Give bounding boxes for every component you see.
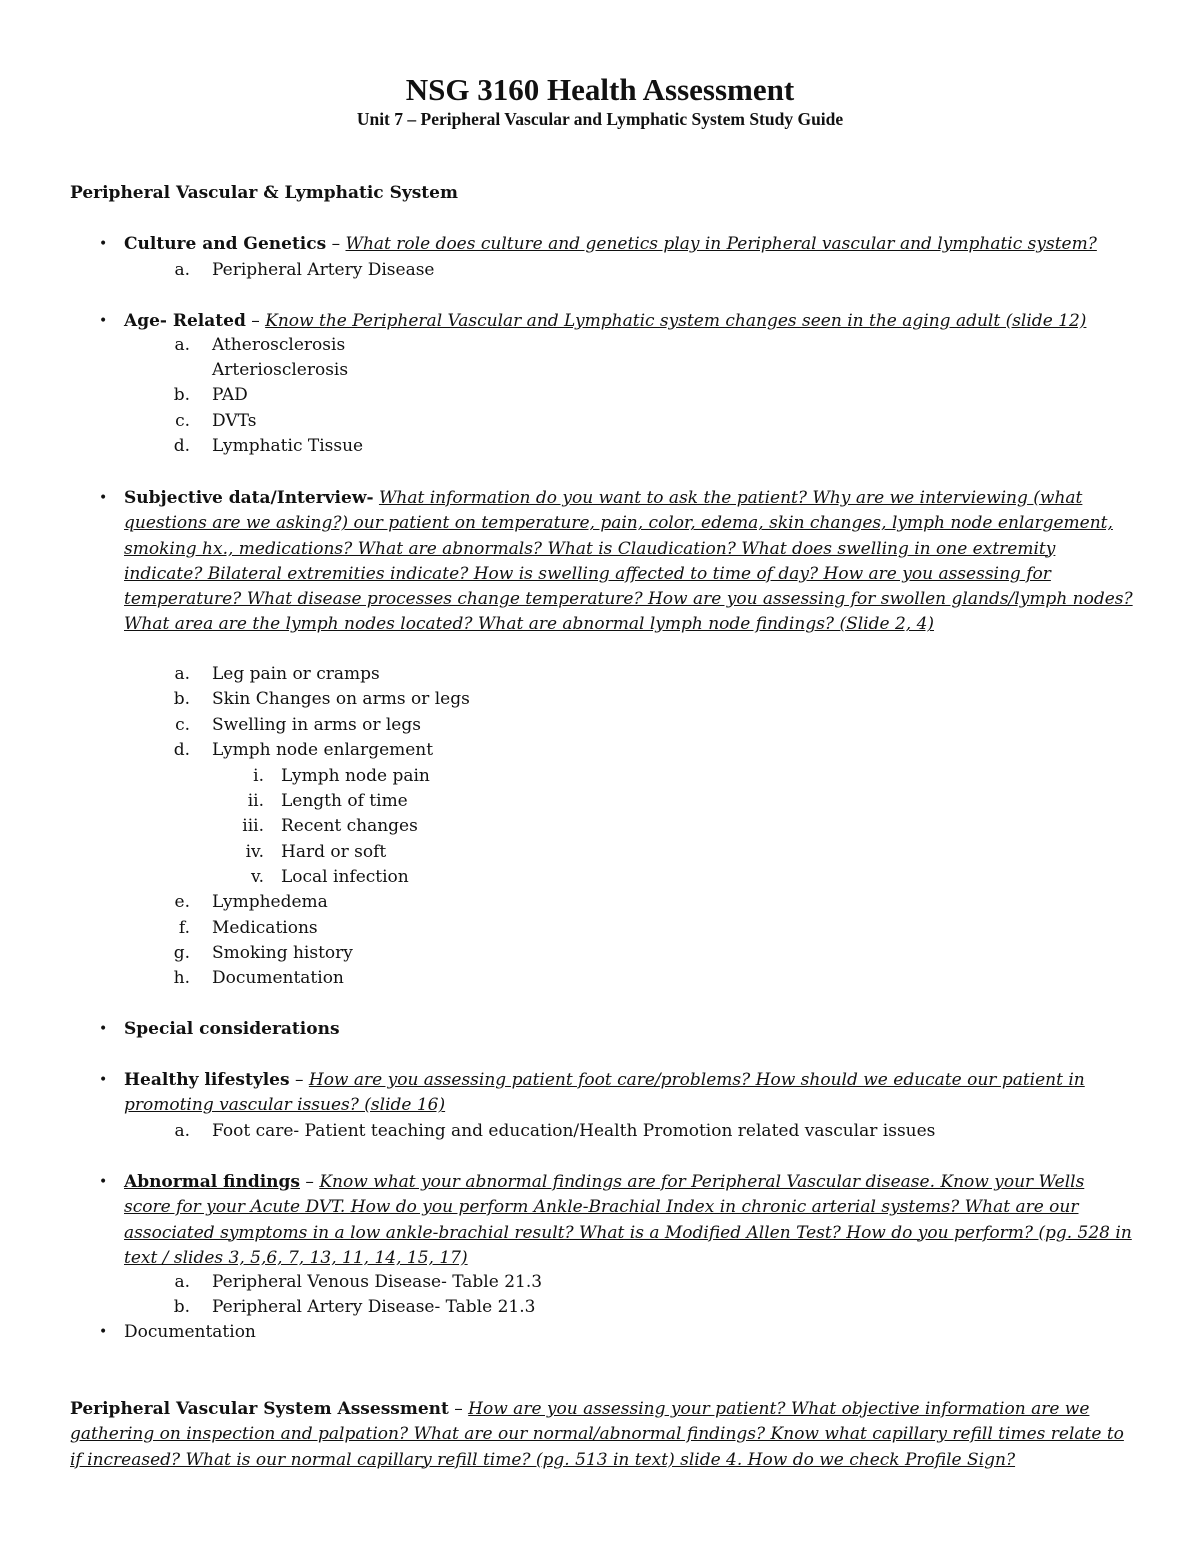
section-heading-pv-lymphatic: Peripheral Vascular & Lymphatic System [70, 183, 458, 203]
study-question: Know the Peripheral Vascular and Lymphatic system changes seen in the aging adult (slide 12) [265, 311, 1087, 331]
bullet-label: Healthy lifestyles [124, 1070, 290, 1090]
list-marker: b. [173, 689, 190, 709]
list-marker: a. [174, 260, 190, 280]
list-item: Peripheral Artery Disease- Table 21.3 [212, 1297, 536, 1317]
bullet-label: Subjective data/Interview- [124, 488, 374, 508]
list-marker: a. [174, 335, 190, 355]
list-marker: g. [173, 943, 190, 963]
list-item: Documentation [212, 968, 344, 988]
list-marker: a. [174, 1121, 190, 1141]
separator: – [300, 1172, 320, 1192]
pvs-assessment-paragraph [70, 1397, 1132, 1473]
list-item: Arteriosclerosis [212, 360, 349, 380]
list-item: Skin Changes on arms or legs [212, 689, 470, 709]
list-item: Medications [212, 918, 318, 938]
separator: – [448, 1399, 469, 1419]
list-marker: c. [175, 715, 190, 735]
bullet-icon: • [99, 490, 108, 506]
bullet-label: Culture and Genetics [124, 234, 327, 254]
list-marker: h. [173, 968, 190, 988]
bullet-icon: • [99, 236, 108, 252]
study-question: What role does culture and genetics play in Peripheral vascular and lymphatic system? [345, 234, 1097, 254]
sublist-marker: ii. [247, 791, 264, 811]
study-question: How are you assessing your patient? What objective information are we gathering on inspection and palpation? What are our normal/abnormal findings? Know what capillary refill times relate to if increased? What is our normal capillary refill time? (pg. 513 in text) slide 4. How do we check Profile Sign? [70, 1399, 1124, 1470]
list-item: Smoking history [212, 943, 353, 963]
list-marker: a. [174, 664, 190, 684]
sublist-marker: v. [251, 867, 264, 887]
list-item: PAD [212, 385, 248, 405]
study-question: What information do you want to ask the patient? Why are we interviewing (what questions are we asking?) our patient on temperature, pain, color, edema, skin changes, lymph node enlargement, smoking hx., medications? What are abnormals? What is Claudication? What does swelling in one extremity indicate? Bilateral extremities indicate? How is swelling affected to time of day? How are you assessing for temperature? What disease processes change temperature? How are you assessing for swollen glands/lymph nodes? What area are the lymph nodes located? What are abnormal lymph node findings? (Slide 2, 4) [124, 488, 1133, 635]
sublist-item: Recent changes [281, 816, 418, 836]
list-marker: b. [173, 385, 190, 405]
bullet-age-related [124, 309, 1134, 334]
bullet-documentation: Documentation [124, 1322, 256, 1342]
list-marker: d. [173, 740, 190, 760]
list-marker: c. [175, 411, 190, 431]
bullet-abnormal-findings [124, 1170, 1134, 1271]
list-item: Atherosclerosis [212, 335, 346, 355]
study-question: How are you assessing patient foot care/problems? How should we educate our patient in promoting vascular issues? (slide 16) [124, 1070, 1085, 1116]
separator: – [289, 1070, 309, 1090]
separator: – [245, 311, 266, 331]
bullet-subjective-data [124, 486, 1134, 638]
bullet-icon: • [99, 1324, 108, 1340]
sublist-item: Hard or soft [281, 842, 387, 862]
bullet-healthy-lifestyles [124, 1068, 1134, 1119]
sublist-item: Lymph node pain [281, 766, 430, 786]
list-marker: f. [178, 918, 190, 938]
sublist-item: Local infection [281, 867, 409, 887]
list-marker: a. [174, 1272, 190, 1292]
separator: – [326, 234, 346, 254]
page-title: NSG 3160 Health Assessment [405, 72, 795, 107]
list-item: Peripheral Artery Disease [212, 260, 435, 280]
sublist-item: Length of time [281, 791, 408, 811]
sublist-marker: i. [253, 766, 264, 786]
list-item: Swelling in arms or legs [212, 715, 421, 735]
list-item: Peripheral Venous Disease- Table 21.3 [212, 1272, 543, 1292]
list-marker: e. [174, 892, 190, 912]
study-question: Know what your abnormal findings are for Peripheral Vascular disease. Know your Wells score for your Acute DVT. How do you perform Ankle-Brachial Index in chronic arterial systems? What are our associated symptoms in a low ankle-brachial result? What is a Modified Allen Test? How do you perform? (pg. 528 in text / slides 3, 5,6, 7, 13, 11, 14, 15, 17) [124, 1172, 1132, 1268]
bullet-icon: • [99, 1072, 108, 1088]
bullet-label: Abnormal findings [124, 1172, 300, 1192]
paragraph-label: Peripheral Vascular System Assessment [70, 1399, 449, 1419]
bullet-icon: • [99, 1174, 108, 1190]
list-item: Lymph node enlargement [212, 740, 434, 760]
page-subtitle: Unit 7 – Peripheral Vascular and Lymphatic System Study Guide [356, 109, 844, 129]
list-item: Foot care- Patient teaching and education/Health Promotion related vascular issues [212, 1121, 936, 1141]
bullet-icon: • [99, 313, 108, 329]
list-marker: d. [173, 436, 190, 456]
bullet-icon: • [99, 1021, 108, 1037]
bullet-label: Age- Related [124, 311, 246, 331]
bullet-label: Special considerations [124, 1019, 340, 1039]
bullet-special-considerations [124, 1017, 1134, 1042]
list-item: Lymphedema [212, 892, 328, 912]
list-item: Lymphatic Tissue [212, 436, 364, 456]
bullet-culture-genetics [124, 232, 1134, 257]
sublist-marker: iv. [245, 842, 264, 862]
list-item: DVTs [212, 411, 257, 431]
list-marker: b. [173, 1297, 190, 1317]
list-item: Leg pain or cramps [212, 664, 380, 684]
sublist-marker: iii. [242, 816, 264, 836]
